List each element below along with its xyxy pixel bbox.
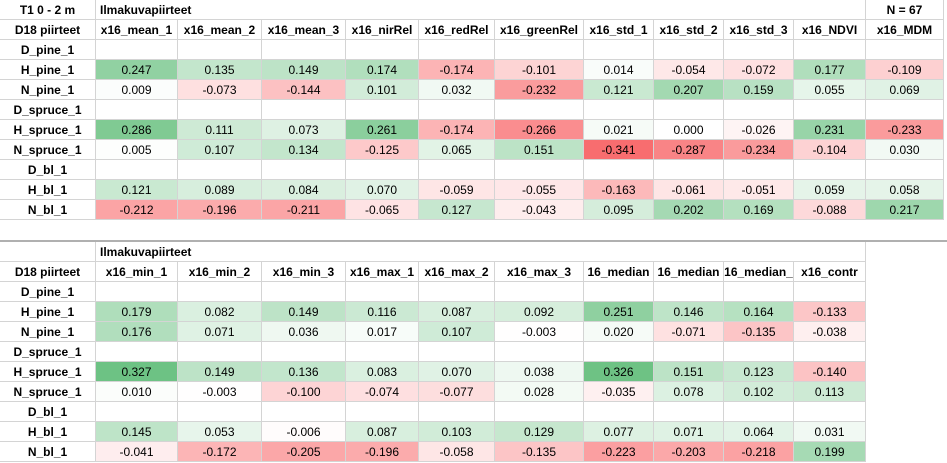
value-cell[interactable] [794,402,866,422]
value-cell[interactable] [654,100,724,120]
value-cell[interactable]: -0.203 [654,442,724,462]
value-cell[interactable]: -0.059 [419,180,495,200]
row-label[interactable]: N_spruce_1 [0,382,96,402]
table-row [0,40,947,60]
table-row [0,282,947,302]
column-header[interactable]: x16_max_3 [495,262,584,282]
value-cell[interactable]: 0.036 [262,322,346,342]
value-cell[interactable] [495,40,584,60]
value-cell[interactable]: -0.061 [654,180,724,200]
value-cell[interactable]: -0.266 [495,120,584,140]
value-cell[interactable]: -0.144 [262,80,346,100]
column-header[interactable]: x16_mean_3 [262,20,346,40]
value-cell[interactable]: -0.133 [794,302,866,322]
value-cell[interactable]: 0.135 [178,60,262,80]
column-header[interactable]: 16_median [654,262,724,282]
value-cell[interactable] [495,282,584,302]
value-cell[interactable] [724,100,794,120]
value-cell[interactable]: 0.031 [794,422,866,442]
column-header[interactable]: x16_max_1 [346,262,419,282]
value-cell[interactable]: 0.078 [654,382,724,402]
value-cell[interactable]: -0.038 [794,322,866,342]
value-cell[interactable]: 0.149 [262,302,346,322]
value-cell[interactable] [584,282,654,302]
row-label[interactable]: N_pine_1 [0,322,96,342]
value-cell[interactable] [654,40,724,60]
table-row [0,140,947,160]
column-header[interactable]: x16_contr [794,262,866,282]
value-cell[interactable]: 0.014 [584,60,654,80]
value-cell[interactable] [584,342,654,362]
value-cell[interactable]: 0.020 [584,322,654,342]
value-cell[interactable]: 0.251 [584,302,654,322]
value-cell[interactable]: -0.212 [96,200,178,220]
value-cell[interactable] [178,100,262,120]
value-cell[interactable] [724,342,794,362]
value-cell[interactable]: -0.223 [584,442,654,462]
value-cell[interactable]: -0.211 [262,200,346,220]
value-cell[interactable] [346,40,419,60]
value-cell[interactable]: -0.205 [262,442,346,462]
value-cell[interactable]: -0.100 [262,382,346,402]
value-cell[interactable]: 0.159 [724,80,794,100]
value-cell[interactable]: 0.207 [654,80,724,100]
value-cell[interactable] [495,100,584,120]
table-row [0,442,947,462]
table1-group-header-row [0,0,947,20]
value-cell[interactable]: -0.074 [346,382,419,402]
value-cell[interactable] [584,402,654,422]
value-cell[interactable] [654,282,724,302]
value-cell[interactable]: -0.077 [419,382,495,402]
value-cell[interactable] [346,282,419,302]
value-cell[interactable]: 0.111 [178,120,262,140]
table-row [0,342,947,362]
row-label[interactable]: N_bl_1 [0,442,96,462]
value-cell[interactable]: 0.070 [346,180,419,200]
row-label[interactable]: N_pine_1 [0,80,96,100]
value-cell[interactable] [96,40,178,60]
value-cell[interactable]: -0.287 [654,140,724,160]
value-cell[interactable]: 0.103 [419,422,495,442]
value-cell[interactable]: -0.109 [866,60,944,80]
row-label[interactable]: D_spruce_1 [0,342,96,362]
column-header[interactable]: x16_std_1 [584,20,654,40]
row-header-label[interactable]: D18 piirteet [0,20,96,40]
value-cell[interactable]: 0.053 [178,422,262,442]
table-row [0,180,947,200]
value-cell[interactable]: 0.247 [96,60,178,80]
value-cell[interactable] [346,342,419,362]
row-label[interactable]: H_spruce_1 [0,362,96,382]
column-header[interactable]: x16_min_2 [178,262,262,282]
value-cell[interactable] [96,160,178,180]
value-cell[interactable]: 0.121 [96,180,178,200]
row-label[interactable]: D_bl_1 [0,160,96,180]
value-cell[interactable] [794,282,866,302]
value-cell[interactable]: -0.026 [724,120,794,140]
value-cell[interactable]: -0.072 [724,60,794,80]
value-cell[interactable]: 0.073 [262,120,346,140]
group-header[interactable]: Ilmakuvapiirteet [96,242,866,262]
value-cell[interactable]: -0.218 [724,442,794,462]
value-cell[interactable]: -0.135 [495,442,584,462]
value-cell[interactable]: -0.055 [495,180,584,200]
row-label[interactable]: D_pine_1 [0,282,96,302]
value-cell[interactable]: 0.021 [584,120,654,140]
column-header[interactable]: x16_mean_1 [96,20,178,40]
value-cell[interactable] [654,160,724,180]
value-cell[interactable] [178,402,262,422]
table2-group-header-row [0,242,947,262]
row-label[interactable]: H_pine_1 [0,302,96,322]
value-cell[interactable] [724,160,794,180]
value-cell[interactable]: 0.145 [96,422,178,442]
value-cell[interactable]: 0.327 [96,362,178,382]
value-cell[interactable]: 0.217 [866,200,944,220]
value-cell[interactable] [346,160,419,180]
value-cell[interactable] [419,282,495,302]
value-cell[interactable]: 0.326 [584,362,654,382]
value-cell[interactable]: 0.082 [178,302,262,322]
value-cell[interactable] [419,160,495,180]
value-cell[interactable]: 0.030 [866,140,944,160]
value-cell[interactable]: 0.064 [724,422,794,442]
value-cell[interactable]: -0.140 [794,362,866,382]
value-cell[interactable]: 0.069 [866,80,944,100]
column-header[interactable]: x16_mean_2 [178,20,262,40]
value-cell[interactable]: 0.127 [419,200,495,220]
value-cell[interactable]: 0.261 [346,120,419,140]
table-row [0,302,947,322]
value-cell[interactable]: -0.135 [724,322,794,342]
value-cell[interactable] [262,40,346,60]
value-cell[interactable]: 0.123 [724,362,794,382]
value-cell[interactable]: -0.232 [495,80,584,100]
value-cell[interactable] [584,160,654,180]
row-label[interactable]: D_spruce_1 [0,100,96,120]
value-cell[interactable] [794,40,866,60]
table-row [0,60,947,80]
value-cell[interactable]: -0.065 [346,200,419,220]
value-cell[interactable]: 0.231 [794,120,866,140]
value-cell[interactable]: -0.233 [866,120,944,140]
column-header[interactable]: x16_nirRel [346,20,419,40]
value-cell[interactable]: 0.149 [178,362,262,382]
value-cell[interactable] [178,160,262,180]
value-cell[interactable]: 0.071 [654,422,724,442]
value-cell[interactable] [495,402,584,422]
value-cell[interactable]: -0.196 [178,200,262,220]
value-cell[interactable]: 0.102 [724,382,794,402]
row-label[interactable]: H_pine_1 [0,60,96,80]
value-cell[interactable]: 0.146 [654,302,724,322]
value-cell[interactable]: 0.149 [262,60,346,80]
value-cell[interactable]: 0.107 [178,140,262,160]
value-cell[interactable]: 0.083 [346,362,419,382]
column-header[interactable]: 16_median [584,262,654,282]
value-cell[interactable] [262,402,346,422]
value-cell[interactable] [419,402,495,422]
spacer-row [0,220,947,240]
value-cell[interactable]: 0.176 [96,322,178,342]
row-label[interactable]: D_pine_1 [0,40,96,60]
table1-column-header-row [0,20,947,40]
value-cell[interactable]: 0.059 [794,180,866,200]
value-cell[interactable] [346,100,419,120]
value-cell[interactable]: 0.092 [495,302,584,322]
value-cell[interactable]: 0.005 [96,140,178,160]
n-label[interactable]: N = 67 [866,0,944,20]
value-cell[interactable] [495,160,584,180]
value-cell[interactable]: 0.121 [584,80,654,100]
value-cell[interactable] [96,100,178,120]
row-label[interactable]: H_bl_1 [0,422,96,442]
value-cell[interactable]: -0.234 [724,140,794,160]
column-header[interactable]: x16_MDM [866,20,944,40]
value-cell[interactable]: 0.113 [794,382,866,402]
table2-column-header-row [0,262,947,282]
value-cell[interactable] [794,100,866,120]
value-cell[interactable] [794,160,866,180]
value-cell[interactable] [866,40,944,60]
value-cell[interactable] [584,40,654,60]
value-cell[interactable] [262,342,346,362]
value-cell[interactable]: -0.071 [654,322,724,342]
column-header[interactable]: x16_greenRel [495,20,584,40]
value-cell[interactable] [584,100,654,120]
value-cell[interactable]: -0.088 [794,200,866,220]
value-cell[interactable] [794,342,866,362]
value-cell[interactable]: 0.095 [584,200,654,220]
row-label[interactable]: N_bl_1 [0,200,96,220]
value-cell[interactable] [419,40,495,60]
value-cell[interactable]: 0.087 [346,422,419,442]
value-cell[interactable] [262,100,346,120]
value-cell[interactable] [96,282,178,302]
value-cell[interactable]: -0.051 [724,180,794,200]
value-cell[interactable]: 0.010 [96,382,178,402]
value-cell[interactable] [724,282,794,302]
row-header-label[interactable]: D18 piirteet [0,262,96,282]
table-row [0,362,947,382]
value-cell[interactable]: 0.101 [346,80,419,100]
column-header[interactable]: x16_redRel [419,20,495,40]
value-cell[interactable] [346,402,419,422]
value-cell[interactable]: 0.077 [584,422,654,442]
value-cell[interactable] [654,402,724,422]
row-label[interactable]: H_bl_1 [0,180,96,200]
value-cell[interactable]: 0.164 [724,302,794,322]
corner-label[interactable]: T1 0 - 2 m [0,0,96,20]
value-cell[interactable]: 0.070 [419,362,495,382]
value-cell[interactable]: -0.003 [495,322,584,342]
column-header[interactable]: x16_max_2 [419,262,495,282]
row-label[interactable]: H_spruce_1 [0,120,96,140]
value-cell[interactable]: 0.000 [654,120,724,140]
value-cell[interactable] [262,282,346,302]
value-cell[interactable]: -0.341 [584,140,654,160]
value-cell[interactable]: 0.151 [654,362,724,382]
value-cell[interactable] [419,342,495,362]
value-cell[interactable] [724,402,794,422]
table-row [0,200,947,220]
value-cell[interactable]: 0.055 [794,80,866,100]
value-cell[interactable]: 0.032 [419,80,495,100]
value-cell[interactable] [178,282,262,302]
value-cell[interactable] [724,40,794,60]
value-cell[interactable]: 0.129 [495,422,584,442]
value-cell[interactable]: 0.038 [495,362,584,382]
value-cell[interactable]: -0.035 [584,382,654,402]
group-header[interactable]: Ilmakuvapiirteet [96,0,866,20]
row-label[interactable]: D_bl_1 [0,402,96,422]
table-row [0,382,947,402]
value-cell[interactable] [654,342,724,362]
value-cell[interactable]: -0.174 [419,120,495,140]
value-cell[interactable] [495,342,584,362]
value-cell[interactable]: -0.174 [419,60,495,80]
value-cell[interactable]: 0.134 [262,140,346,160]
value-cell[interactable]: 0.177 [794,60,866,80]
value-cell[interactable]: 0.286 [96,120,178,140]
value-cell[interactable] [866,160,944,180]
value-cell[interactable]: 0.071 [178,322,262,342]
value-cell[interactable]: -0.054 [654,60,724,80]
table-row [0,120,947,140]
column-header[interactable]: x16_std_3 [724,20,794,40]
table-row [0,322,947,342]
table-row [0,422,947,442]
value-cell[interactable]: -0.104 [794,140,866,160]
value-cell[interactable]: 0.199 [794,442,866,462]
value-cell[interactable]: 0.084 [262,180,346,200]
value-cell[interactable] [96,402,178,422]
column-header[interactable]: x16_min_1 [96,262,178,282]
value-cell[interactable]: 0.107 [419,322,495,342]
value-cell[interactable]: -0.043 [495,200,584,220]
value-cell[interactable]: -0.003 [178,382,262,402]
column-header[interactable]: x16_NDVI [794,20,866,40]
value-cell[interactable]: 0.174 [346,60,419,80]
table-row [0,100,947,120]
value-cell[interactable]: 0.202 [654,200,724,220]
value-cell[interactable] [178,40,262,60]
value-cell[interactable]: -0.163 [584,180,654,200]
value-cell[interactable] [96,342,178,362]
value-cell[interactable] [262,160,346,180]
value-cell[interactable]: 0.028 [495,382,584,402]
column-header[interactable]: x16_std_2 [654,20,724,40]
value-cell[interactable]: -0.058 [419,442,495,462]
row-label[interactable]: N_spruce_1 [0,140,96,160]
value-cell[interactable]: 0.169 [724,200,794,220]
column-header[interactable]: x16_min_3 [262,262,346,282]
value-cell[interactable]: 0.065 [419,140,495,160]
corner-empty[interactable] [0,242,96,262]
value-cell[interactable]: 0.116 [346,302,419,322]
value-cell[interactable]: 0.058 [866,180,944,200]
value-cell[interactable]: -0.172 [178,442,262,462]
table-row [0,80,947,100]
value-cell[interactable]: 0.136 [262,362,346,382]
value-cell[interactable]: -0.041 [96,442,178,462]
value-cell[interactable] [419,100,495,120]
value-cell[interactable]: 0.017 [346,322,419,342]
value-cell[interactable]: 0.151 [495,140,584,160]
value-cell[interactable]: 0.087 [419,302,495,322]
value-cell[interactable] [178,342,262,362]
value-cell[interactable]: -0.006 [262,422,346,442]
value-cell[interactable] [866,100,944,120]
value-cell[interactable]: -0.125 [346,140,419,160]
value-cell[interactable]: 0.089 [178,180,262,200]
table-row [0,160,947,180]
value-cell[interactable]: 0.179 [96,302,178,322]
value-cell[interactable]: 0.009 [96,80,178,100]
column-header[interactable]: 16_median_ [724,262,794,282]
table-row [0,402,947,422]
value-cell[interactable]: -0.196 [346,442,419,462]
value-cell[interactable]: -0.101 [495,60,584,80]
value-cell[interactable]: -0.073 [178,80,262,100]
